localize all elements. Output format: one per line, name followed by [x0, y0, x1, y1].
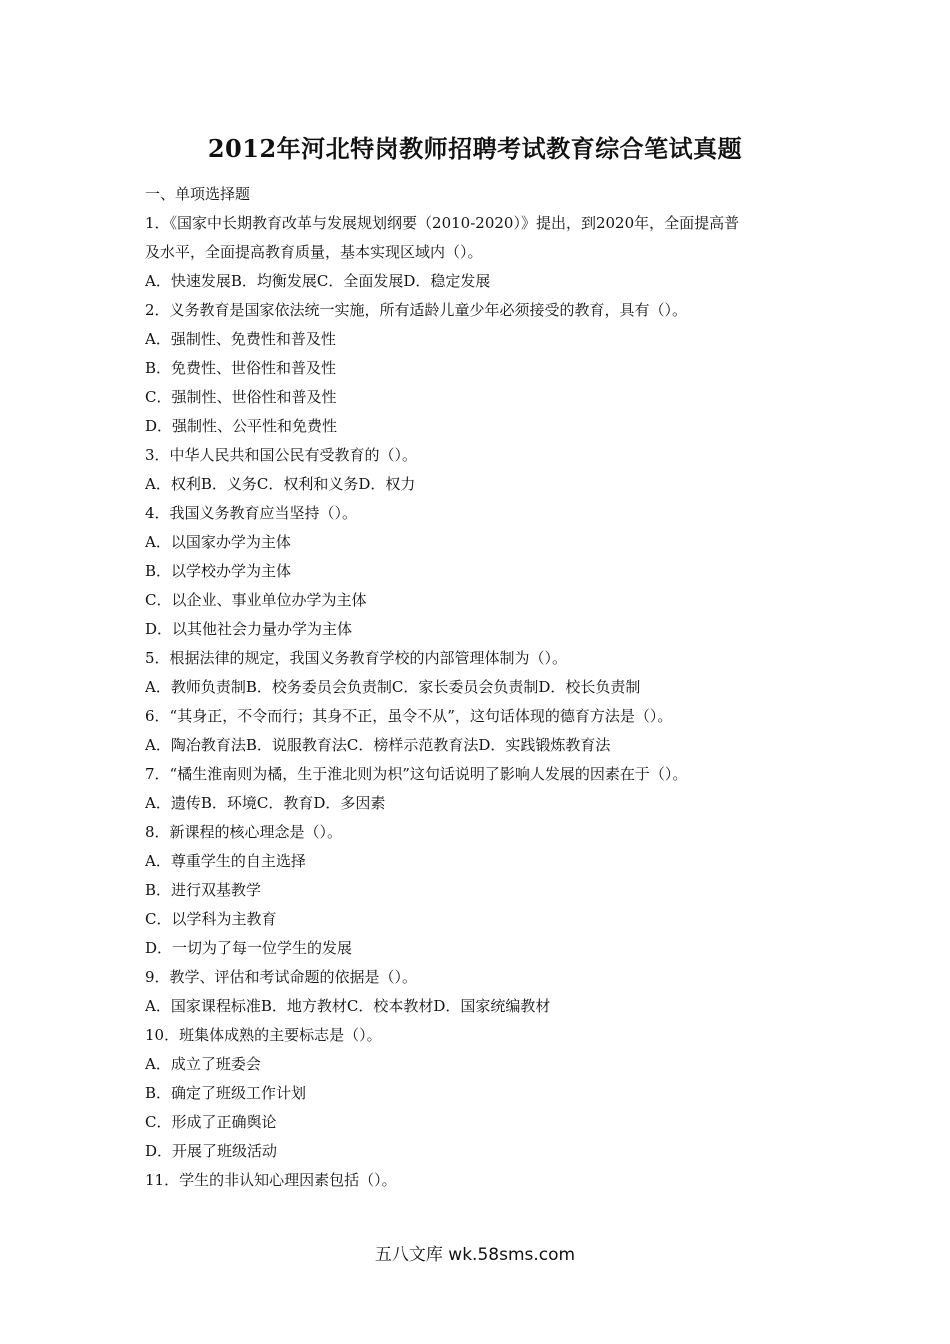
answer-option: B．免费性、世俗性和普及性	[145, 359, 337, 377]
question-line: 1．《国家中长期教育改革与发展规划纲要（2010-2020）》提出，到2020年，全面提高普	[145, 214, 740, 232]
question-line: 及水平，全面提高教育质量，基本实现区域内（）。	[145, 243, 483, 261]
answer-options: A．快速发展B．均衡发展C．全面发展D．稳定发展	[145, 272, 491, 290]
document-body	[145, 180, 815, 1195]
question-line: 4．我国义务教育应当坚持（）。	[145, 504, 358, 522]
answer-option: C．以学科为主教育	[145, 910, 277, 928]
answer-option: D．开展了班级活动	[145, 1142, 278, 1160]
question-line: 6．“其身正，不令而行；其身不正，虽令不从”，这句话体现的德育方法是（）。	[145, 707, 673, 725]
question-line: 9．教学、评估和考试命题的依据是（）。	[145, 968, 418, 986]
question-line: 3．中华人民共和国公民有受教育的（）。	[145, 446, 418, 464]
section-heading: 一、单项选择题	[145, 185, 251, 203]
answer-options: A．国家课程标准B．地方教材C．校本教材D．国家统编教材	[145, 997, 551, 1015]
answer-option: A．尊重学生的自主选择	[145, 852, 306, 870]
answer-option: C．强制性、世俗性和普及性	[145, 388, 337, 406]
answer-options: A．陶冶教育法B．说服教育法C．榜样示范教育法D．实践锻炼教育法	[145, 736, 611, 754]
answer-option: D．强制性、公平性和免费性	[145, 417, 338, 435]
footer-watermark: 五八文库 wk.58sms.com	[374, 1245, 576, 1265]
question-line: 5．根据法律的规定，我国义务教育学校的内部管理体制为（）。	[145, 649, 568, 667]
answer-option: A．以国家办学为主体	[145, 533, 291, 551]
answer-option: C．形成了正确舆论	[145, 1113, 277, 1131]
answer-option: A．成立了班委会	[145, 1055, 261, 1073]
answer-option: B．以学校办学为主体	[145, 562, 292, 580]
answer-option: A．强制性、免费性和普及性	[145, 330, 336, 348]
answer-option: D．以其他社会力量办学为主体	[145, 620, 353, 638]
answer-option: D．一切为了每一位学生的发展	[145, 939, 353, 957]
answer-option: B．确定了班级工作计划	[145, 1084, 307, 1102]
question-line: 8．新课程的核心理念是（）。	[145, 823, 343, 841]
answer-options: A．教师负责制B．校务委员会负责制C．家长委员会负责制D．校长负责制	[145, 678, 641, 696]
answer-option: B．进行双基教学	[145, 881, 262, 899]
answer-options: A．权利B．义务C．权利和义务D．权力	[145, 475, 416, 493]
question-line: 7．“橘生淮南则为橘，生于淮北则为枳”这句话说明了影响人发展的因素在于（）。	[145, 765, 688, 783]
question-line: 11．学生的非认知心理因素包括（）。	[145, 1171, 397, 1189]
answer-option: C．以企业、事业单位办学为主体	[145, 591, 367, 609]
page-title: 2012年河北特岗教师招聘考试教育综合笔试真题	[207, 134, 743, 163]
answer-options: A．遗传B．环境C．教育D．多因素	[145, 794, 386, 812]
question-line: 2．义务教育是国家依法统一实施，所有适龄儿童少年必须接受的教育，具有（）。	[145, 301, 688, 319]
question-line: 10．班集体成熟的主要标志是（）。	[145, 1026, 382, 1044]
